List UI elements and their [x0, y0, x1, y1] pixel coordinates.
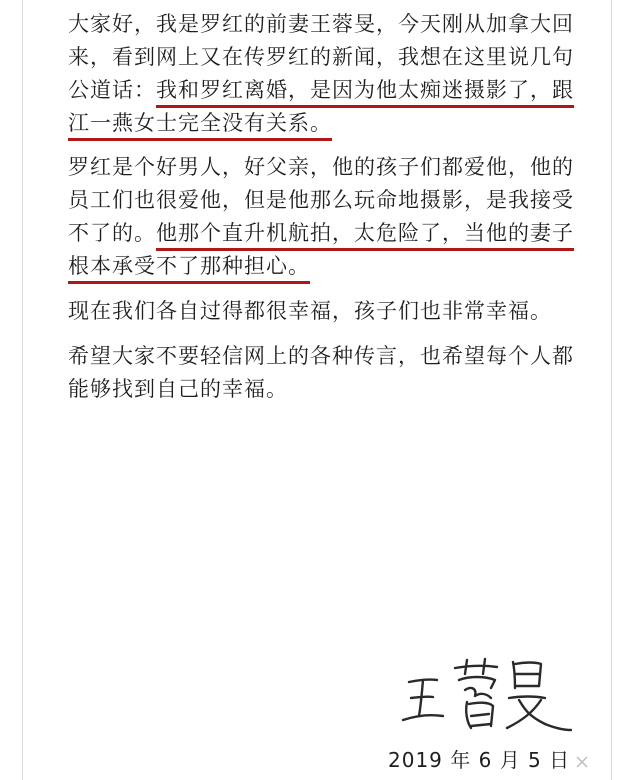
underlined-statement-1: 我和罗红离婚，是因为他太痴迷摄影了，跟江一燕女士完全没有关系。 [68, 78, 574, 135]
underlined-statement-2: 他那个直升机航拍，太危险了，当他的妻子根本承受不了那种担心。 [68, 221, 574, 278]
handwritten-signature [395, 650, 595, 740]
paragraph-2 [68, 151, 588, 283]
paragraph-4: 希望大家不要轻信网上的各种传言，也希望每个人都能够找到自己的幸福。 [68, 344, 574, 401]
letter-body [68, 8, 588, 418]
paragraph-2-text: 罗红是个好男人，好父亲，他的孩子们都爱他，他的员工们也很爱他，但是他那么玩命地摄影，是我接受不了的。 [68, 155, 574, 245]
paragraph-1 [68, 8, 588, 140]
paragraph-1-text: 大家好，我是罗红的前妻王蓉旻，今天刚从加拿大回来，看到网上又在传罗红的新闻，我想在这里说几句公道话： [68, 12, 574, 102]
watermark-icon [575, 755, 589, 769]
paragraph-3: 现在我们各自过得都很幸福，孩子们也非常幸福。 [68, 299, 552, 323]
letter-date: 2019 年 6 月 5 日 [388, 748, 571, 772]
